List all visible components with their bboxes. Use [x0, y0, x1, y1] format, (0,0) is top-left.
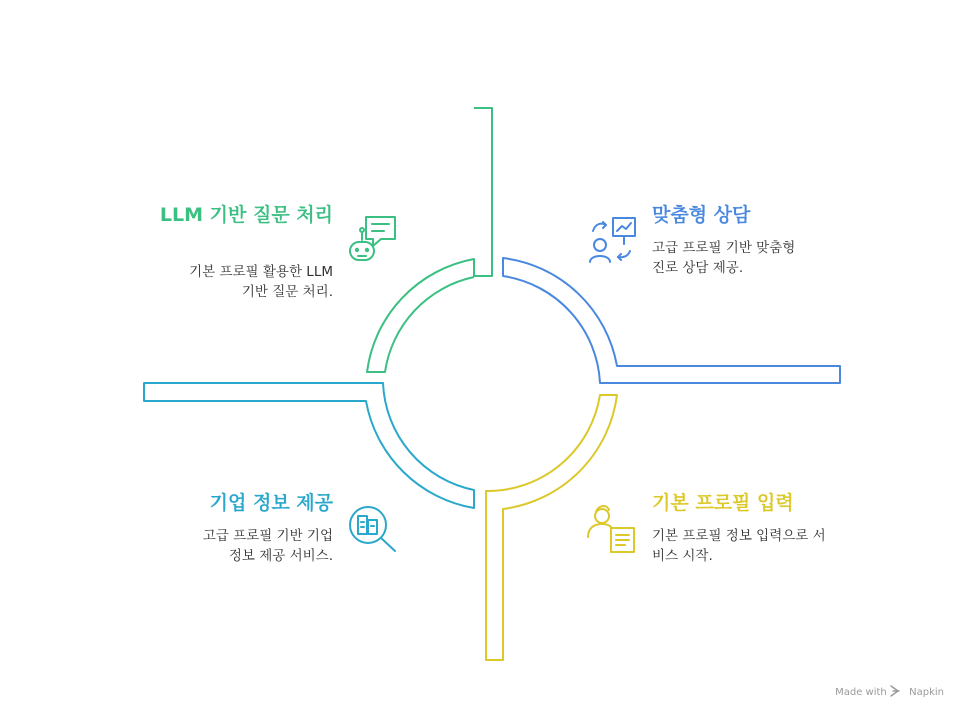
profile-desc-line-1: 기본 프로필 정보 입력으로 서	[652, 528, 826, 544]
person-document-icon	[588, 506, 634, 552]
profile-description	[652, 526, 826, 566]
llm-desc-line-1: 기본 프로필 활용한 LLM	[189, 264, 333, 280]
building-search-icon	[350, 507, 395, 551]
made-with-label: Made with	[835, 687, 887, 698]
llm-description	[189, 262, 333, 302]
yellow-arc-segment	[486, 395, 617, 660]
consult-desc-line-2: 진로 상담 제공.	[652, 260, 744, 276]
company-description	[203, 526, 333, 566]
company-desc-line-1: 고급 프로필 기반 기업	[202, 528, 333, 544]
consult-description	[652, 238, 795, 278]
consult-title: 맞춤형 상담	[652, 204, 751, 226]
consultant-chart-icon	[590, 218, 635, 262]
profile-title: 기본 프로필 입력	[652, 492, 794, 514]
profile-desc-line-2: 비스 시작.	[652, 548, 713, 564]
cyan-arc-segment	[144, 383, 474, 508]
llm-title: LLM 기반 질문 처리	[159, 204, 333, 226]
robot-chat-icon	[350, 217, 395, 260]
company-desc-line-2: 정보 제공 서비스.	[228, 548, 333, 564]
made-with-footer[interactable]	[835, 687, 944, 698]
company-title: 기업 정보 제공	[209, 492, 333, 514]
napkin-brand: Napkin	[909, 687, 944, 698]
consult-desc-line-1: 고급 프로필 기반 맞춤형	[652, 240, 796, 256]
llm-desc-line-2: 기반 질문 처리.	[241, 284, 333, 300]
